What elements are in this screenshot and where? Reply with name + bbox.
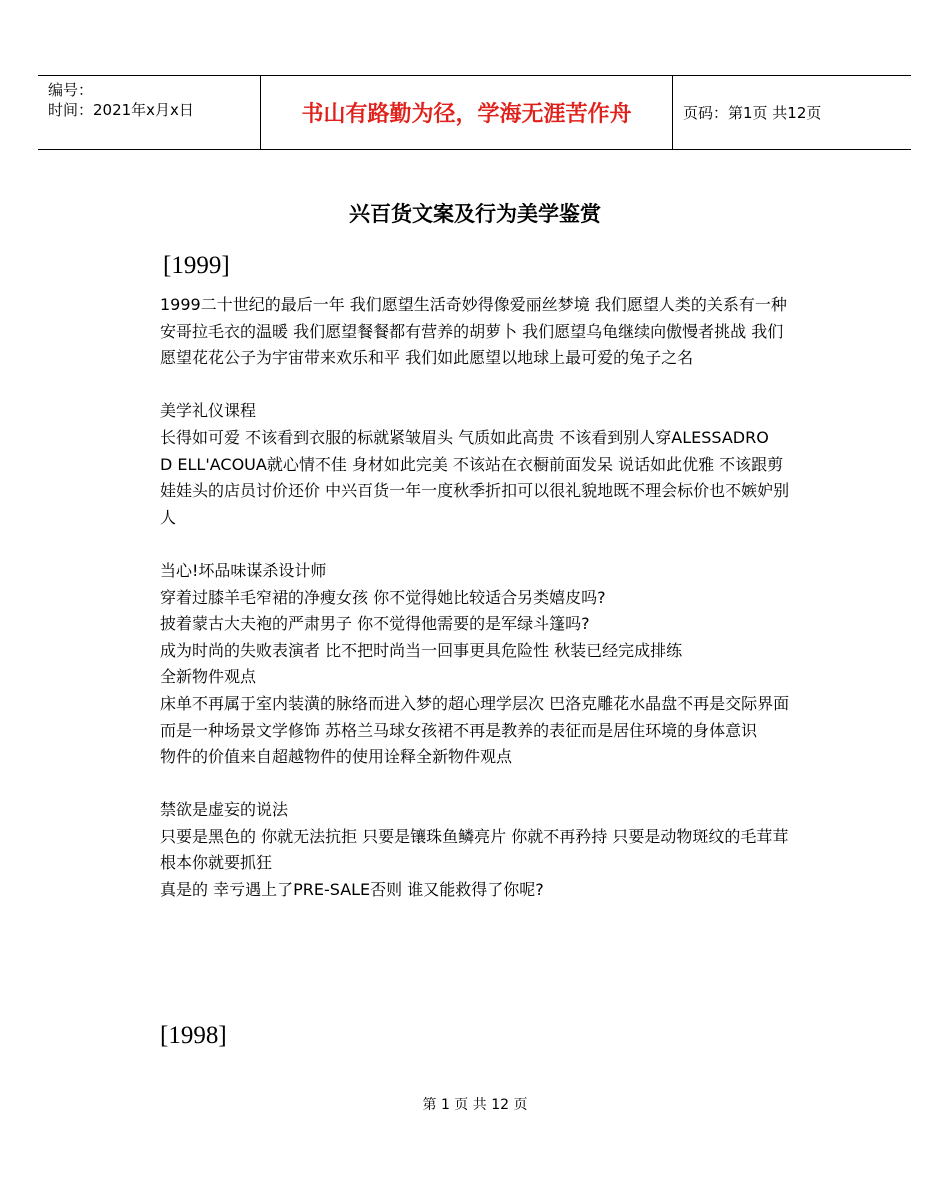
subheading-abstinence: 禁欲是虚妄的说法 [160, 800, 289, 820]
line-bad-taste-2: 披着蒙古大夫袍的严肃男子 你不觉得他需要的是军绿斗篷吗? [160, 614, 590, 634]
document-body [160, 292, 801, 904]
paragraph-intro: 1999二十世纪的最后一年 我们愿望生活奇妙得像爱丽丝梦境 我们愿望人类的关系有一种安哥拉毛衣的温暖 我们愿望餐餐都有营养的胡萝卜 我们愿望乌龟继续向傲慢者挑战 我们愿望花花公子为宇宙带来欢乐和平 我们如此愿望以地球上最可爱的兔子之名 [160, 295, 787, 368]
document-header [38, 75, 911, 150]
line-presale: 真是的 幸亏遇上了PRE-SALE否则 谁又能救得了你呢? [160, 880, 544, 900]
header-meta-cell [38, 76, 261, 149]
time-label: 时间：2021年x月x日 [48, 101, 194, 119]
paragraph-object-view: 床单不再属于室内装潢的脉络而进入梦的超心理学层次 巴洛克雕花水晶盘不再是交际界面而是一种场景文学修饰 苏格兰马球女孩裙不再是教养的表征而是居住环境的身体意识 [160, 693, 790, 740]
header-page-label: 页码：第1页 共12页 [683, 104, 822, 122]
document-title: 兴百货文案及行为美学鉴赏 [349, 202, 601, 226]
number-label: 编号： [48, 81, 94, 99]
subheading-etiquette: 美学礼仪课程 [160, 401, 257, 421]
line-bad-taste-1: 穿着过膝羊毛窄裙的净瘦女孩 你不觉得她比较适合另类嬉皮吗? [160, 587, 606, 607]
section-year-1998: [1998] [160, 1022, 227, 1049]
paragraph-abstinence: 只要是黑色的 你就无法抗拒 只要是镶珠鱼鳞亮片 你就不再矜持 只要是动物斑纹的毛茸茸 根本你就要抓狂 [160, 826, 789, 873]
paragraph-etiquette: 长得如可爱 不该看到衣服的标就紧皱眉头 气质如此高贵 不该看到别人穿ALESSADRO D ELL'ACOUA就心情不佳 身材如此完美 不该站在衣橱前面发呆 说话如此优雅 不该跟剪娃娃头的店员讨价还价 中兴百货一年一度秋季折扣可以很礼貌地既不理会标价也不嫉妒别人 [160, 427, 801, 527]
header-motto: 书山有路勤为径，学海无涯苦作舟 [261, 76, 673, 149]
subheading-bad-taste: 当心!坏品味谋杀设计师 [160, 560, 327, 580]
subheading-object-view: 全新物件观点 [160, 667, 257, 687]
section-year-1999: [1999] [163, 252, 230, 279]
page-footer: 第 1 页 共 12 页 [422, 1097, 528, 1113]
line-object-value: 物件的价值来自超越物件的使用诠释全新物件观点 [160, 747, 513, 767]
line-bad-taste-3: 成为时尚的失败表演者 比不把时尚当一回事更具危险性 秋装已经完成排练 [160, 640, 683, 660]
